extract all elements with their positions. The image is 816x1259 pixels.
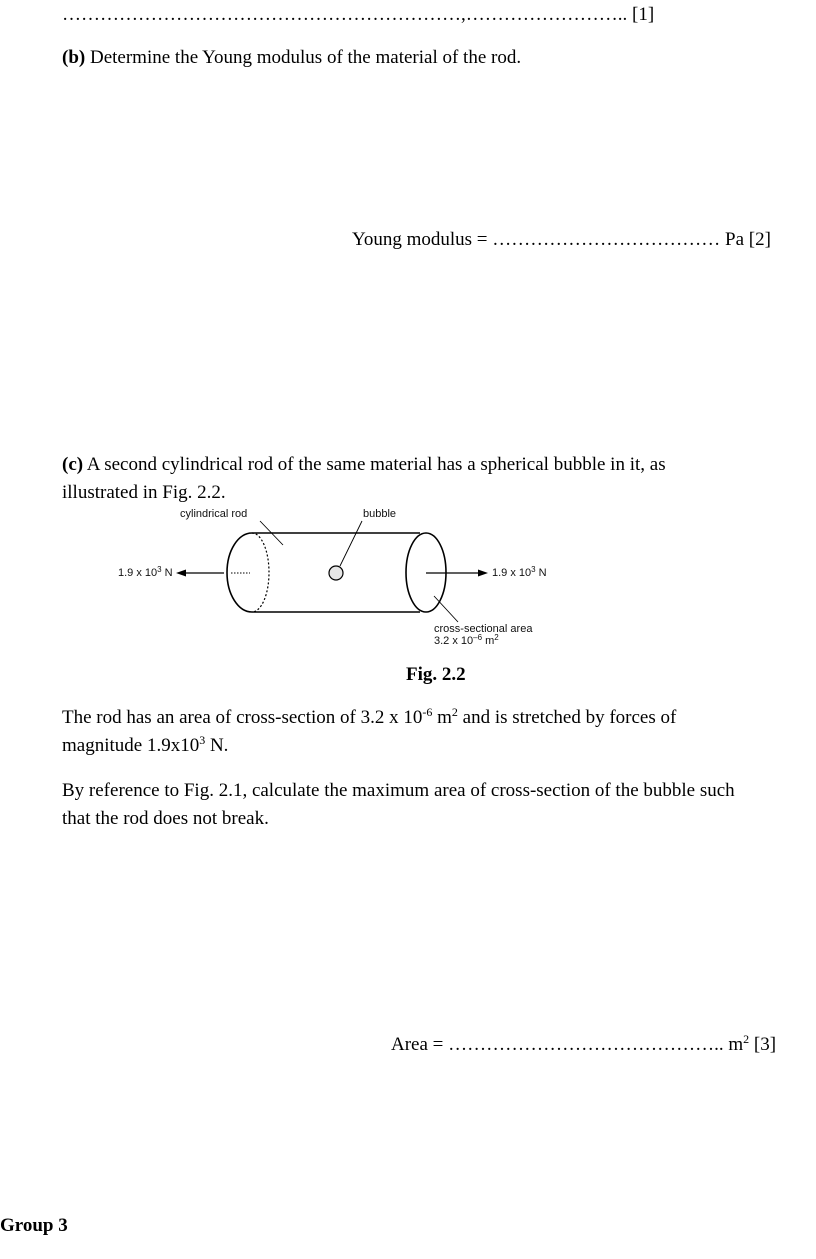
- left-arrowhead-icon: [176, 570, 186, 577]
- right-arrowhead-icon: [478, 570, 488, 577]
- para1-exp2: 2: [451, 705, 458, 719]
- label-bubble: bubble: [363, 508, 397, 520]
- part-b-text: Determine the Young modulus of the material of the rod.: [89, 47, 522, 68]
- unit-label: m: [728, 1034, 744, 1055]
- part-c-text-2: illustrated in Fig. 2.2.: [62, 482, 226, 503]
- para1-line2-text: magnitude 1.9x10: [62, 735, 200, 756]
- leader-bubble: [340, 521, 362, 566]
- bubble-icon: [329, 566, 343, 580]
- marks-label: [2]: [748, 229, 771, 250]
- answer-dots: ……………………………………..: [448, 1034, 729, 1055]
- unit-label: Pa: [725, 229, 744, 250]
- label-cross-sectional-area: cross-sectional area: [434, 623, 533, 635]
- answer-dots: ………………………………………………………,……………………..: [62, 4, 628, 25]
- force-left-unit: N: [161, 567, 173, 579]
- label-area-value: [434, 635, 499, 647]
- part-b-label: (b): [62, 47, 86, 68]
- force-left-exp: 3: [157, 565, 162, 574]
- paragraph-calculate-line1: By reference to Fig. 2.1, calculate the maximum area of cross-section of the bubble such: [62, 780, 735, 801]
- area-value-base: 3.2 x 10: [434, 635, 474, 647]
- label-force-right: [492, 567, 547, 579]
- para1-text-b: m: [432, 707, 452, 728]
- marks-label: [1]: [632, 4, 655, 25]
- area-label: Area =: [391, 1034, 449, 1055]
- para1-text-c: and is stretched by forces of: [457, 707, 677, 728]
- part-c-text: A second cylindrical rod of the same material has a spherical bubble in it, as: [86, 454, 666, 475]
- rod-left-end-front: [227, 533, 252, 612]
- para1-exp: -6: [422, 705, 433, 719]
- force-right-base: 1.9 x 10: [492, 567, 532, 579]
- answer-dots: ………………………………: [492, 229, 725, 250]
- area-value-unit: m: [482, 635, 495, 647]
- force-right-exp: 3: [531, 565, 536, 574]
- rod-left-end-hidden: [252, 533, 269, 612]
- label-cylindrical-rod: cylindrical rod: [180, 508, 248, 520]
- leader-area: [434, 596, 458, 622]
- area-value-unit-exp: 2: [494, 633, 499, 642]
- marks-label: [3]: [753, 1034, 777, 1055]
- unit-exp: 2: [743, 1032, 750, 1046]
- force-right-unit: N: [535, 567, 547, 579]
- young-modulus-label: Young modulus =: [352, 229, 493, 250]
- para1-text-a: The rod has an area of cross-section of 3.2 x 10: [62, 707, 423, 728]
- paragraph-rod-area-line1: [62, 706, 676, 730]
- answer-line-area: [391, 1033, 776, 1057]
- paragraph-calculate-line2: that the rod does not break.: [62, 808, 269, 829]
- group-label: Group 3: [0, 1215, 68, 1236]
- force-left-base: 1.9 x 10: [118, 567, 158, 579]
- paragraph-rod-area-line2: [62, 734, 228, 758]
- para1-line2-exp: 3: [199, 733, 206, 747]
- para1-line2-unit: N.: [205, 735, 229, 756]
- label-force-left: [118, 567, 173, 579]
- figure-caption: Fig. 2.2: [406, 664, 466, 685]
- area-value-exp: –6: [473, 633, 483, 642]
- part-c-label: (c): [62, 454, 84, 475]
